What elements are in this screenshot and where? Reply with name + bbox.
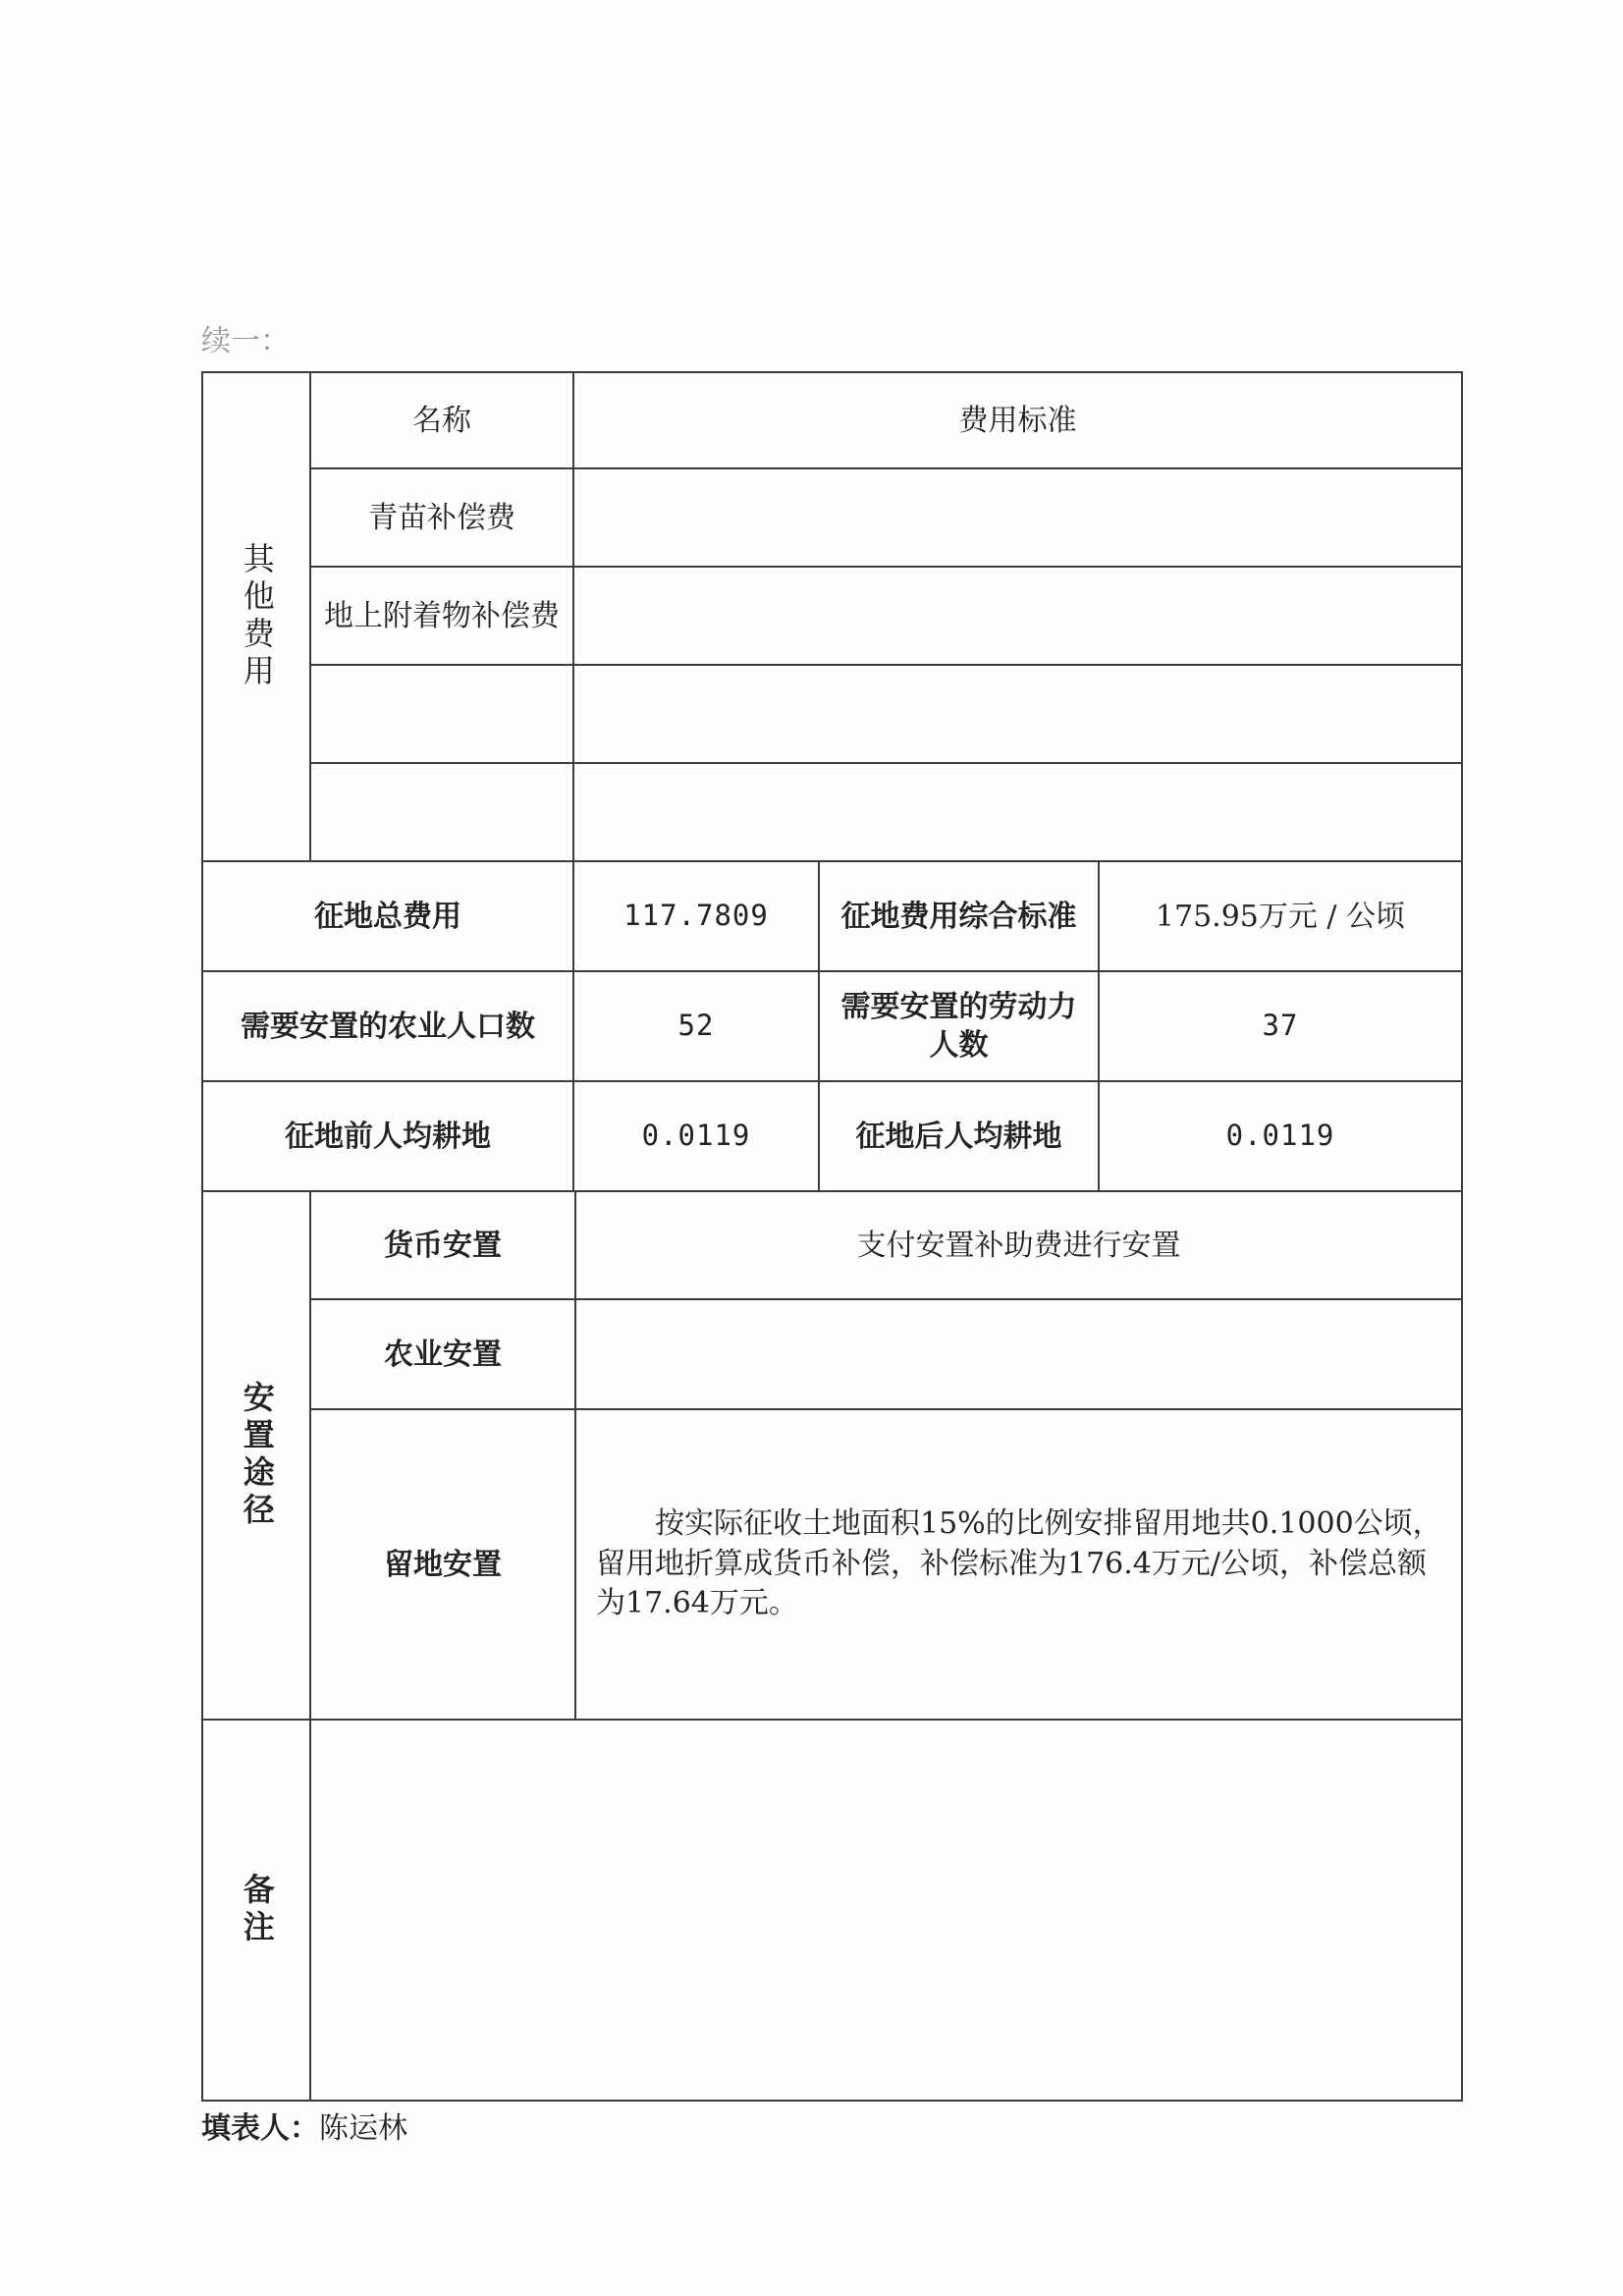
reserved-land-label: 留地安置 [311,1410,576,1721]
continuation-label: 续一： [201,324,290,358]
reserved-land-value: 按实际征收土地面积15%的比例安排留用地共0.1000公顷，留用地折算成货币补偿，补偿标准为176.4万元/公顷，补偿总额为17.64万元。 [596,1506,1442,1621]
header-standard-cell: 费用标准 [574,371,1463,469]
composite-standard-label: 征地费用综合标准 [820,862,1100,972]
fee-name-cell: 地上附着物补偿费 [311,568,574,666]
remarks-value [311,1721,1463,2102]
filler-line [201,2104,407,2147]
reserved-land-value-cell [576,1410,1463,1721]
labor-count-value: 37 [1100,972,1463,1082]
labor-count-label: 需要安置的劳动力人数 [820,972,1100,1082]
fee-name-cell [311,666,574,764]
fee-name-cell [311,764,574,862]
arable-after-label: 征地后人均耕地 [820,1082,1100,1192]
resettlement-group-label: 安置途径 [238,1381,276,1530]
other-fees-group-cell [201,371,311,862]
resettlement-group-cell [201,1192,311,1721]
fee-standard-cell [574,469,1463,568]
agriculture-resettlement-value [576,1300,1463,1410]
arable-before-label: 征地前人均耕地 [201,1082,574,1192]
currency-resettlement-label: 货币安置 [311,1192,576,1300]
remarks-label-cell [201,1721,311,2102]
agriculture-resettlement-label: 农业安置 [311,1300,576,1410]
arable-after-value: 0.0119 [1100,1082,1463,1192]
other-fees-group-label: 其他费用 [238,542,276,691]
agri-population-label: 需要安置的农业人口数 [201,972,574,1082]
fee-standard-cell [574,764,1463,862]
total-fee-label: 征地总费用 [201,862,574,972]
currency-resettlement-value: 支付安置补助费进行安置 [576,1192,1463,1300]
remarks-label: 备注 [238,1873,276,1947]
filler-name: 陈运林 [319,2111,407,2146]
agri-population-value: 52 [574,972,820,1082]
composite-standard-value: 175.95万元 / 公顷 [1100,862,1463,972]
filler-label: 填表人： [201,2111,319,2146]
fee-name-cell: 青苗补偿费 [311,469,574,568]
fee-standard-cell [574,666,1463,764]
header-name-cell: 名称 [311,371,574,469]
arable-before-value: 0.0119 [574,1082,820,1192]
total-fee-value: 117.7809 [574,862,820,972]
fee-standard-cell [574,568,1463,666]
